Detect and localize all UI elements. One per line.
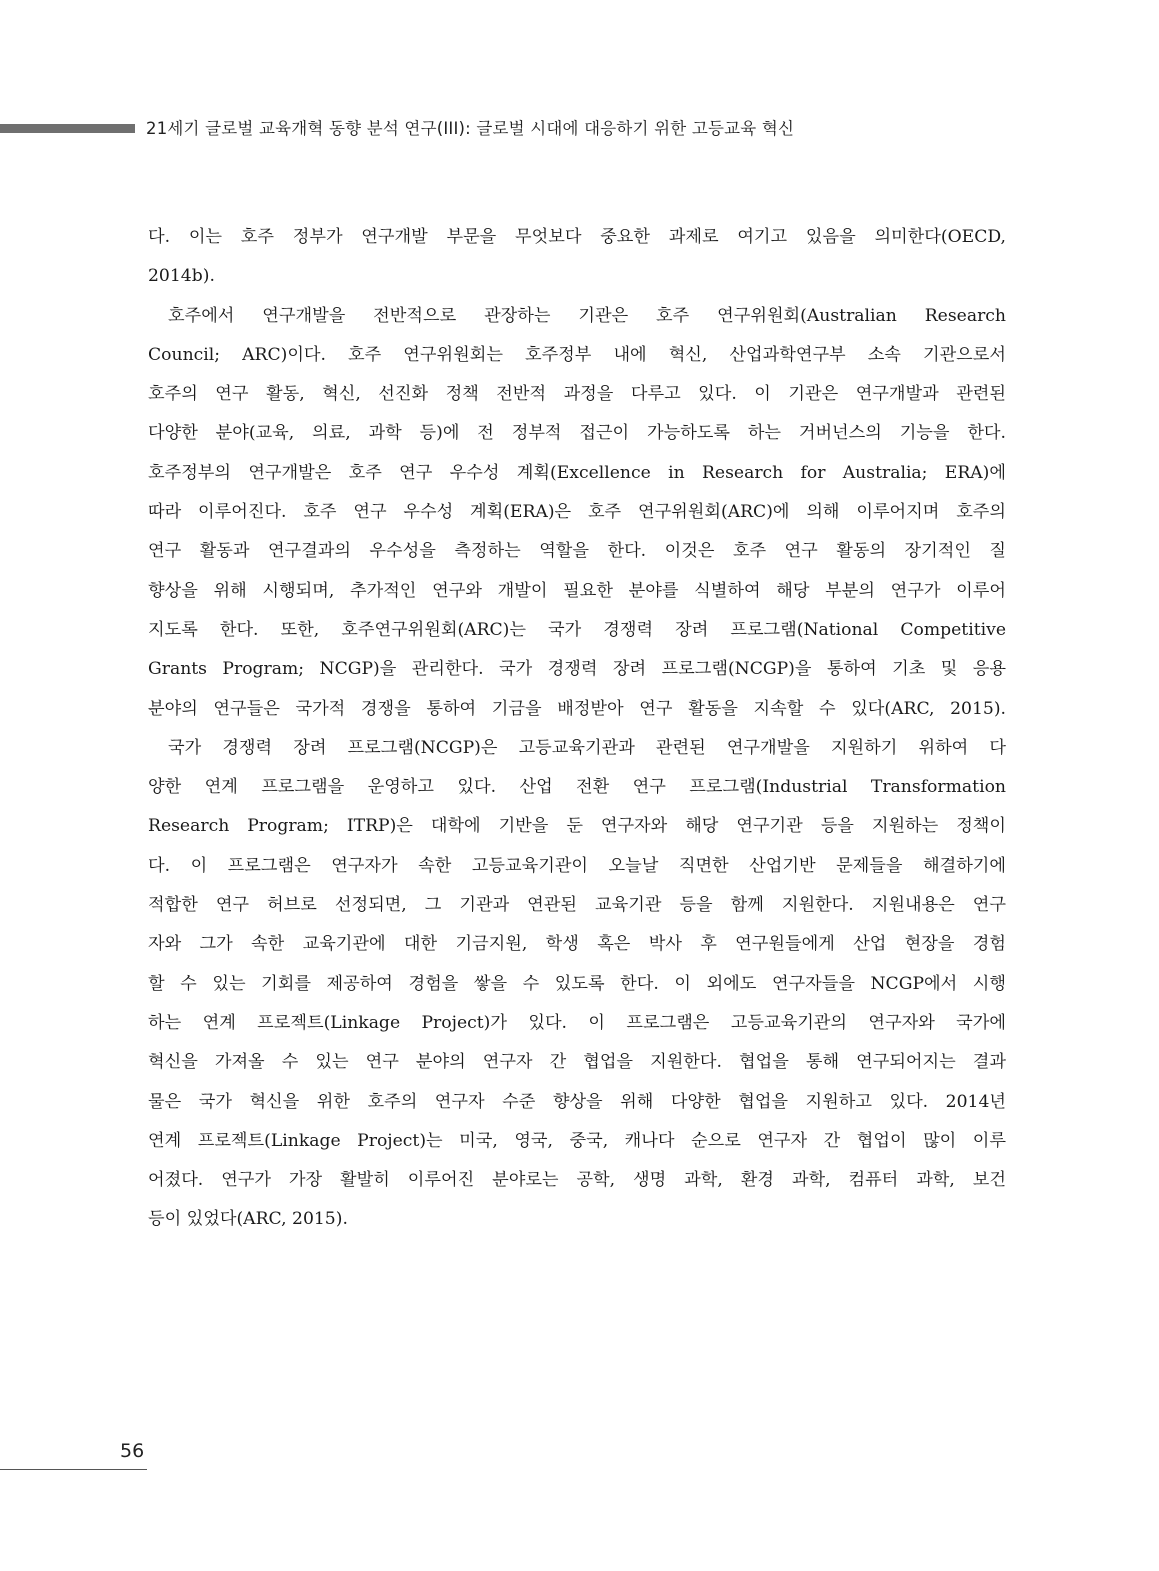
body-line: 다양한 분야(교육, 의료, 과학 등)에 전 정부적 접근이 가능하도록 하는 거버넌스의 기능을 한다. — [148, 423, 1006, 444]
body-line: 혁신을 가져올 수 있는 연구 분야의 연구자 간 협업을 지원한다. 협업을 통해 연구되어지는 결과 — [148, 1052, 1006, 1073]
body-line: Research Program; ITRP)은 대학에 기반을 둔 연구자와 해당 연구기관 등을 지원하는 정책이 — [148, 816, 1006, 837]
body-line: 따라 이루어진다. 호주 연구 우수성 계획(ERA)은 호주 연구위원회(ARC)에 의해 이루어지며 호주의 — [148, 502, 1006, 523]
body-line: 국가 경쟁력 장려 프로그램(NCGP)은 고등교육기관과 관련된 연구개발을 지원하기 위하여 다 — [168, 737, 1006, 758]
body-text — [148, 218, 1006, 1240]
body-line: Council; ARC)이다. 호주 연구위원회는 호주정부 내에 혁신, 산업과학연구부 소속 기관으로서 — [148, 344, 1006, 365]
body-line: 연구 활동과 연구결과의 우수성을 측정하는 역할을 한다. 이것은 호주 연구 활동의 장기적인 질 — [148, 541, 1006, 562]
body-line: 할 수 있는 기회를 제공하여 경험을 쌓을 수 있도록 한다. 이 외에도 연구자들을 NCGP에서 시행 — [148, 973, 1006, 994]
body-line: 적합한 연구 허브로 선정되면, 그 기관과 연관된 교육기관 등을 함께 지원한다. 지원내용은 연구 — [148, 895, 1006, 916]
body-line: 지도록 한다. 또한, 호주연구위원회(ARC)는 국가 경쟁력 장려 프로그램(National Competitive — [148, 619, 1006, 640]
header-accent-bar — [0, 124, 135, 133]
body-line: 자와 그가 속한 교육기관에 대한 기금지원, 학생 혹은 박사 후 연구원들에게 산업 현장을 경험 — [148, 934, 1006, 955]
page-number: 56 — [120, 1440, 145, 1462]
body-line: 분야의 연구들은 국가적 경쟁을 통하여 기금을 배정받아 연구 활동을 지속할 수 있다(ARC, 2015). — [148, 698, 1006, 719]
body-line: 2014b). — [148, 266, 215, 287]
body-line: 다. 이 프로그램은 연구자가 속한 고등교육기관이 오늘날 직면한 산업기반 문제들을 해결하기에 — [148, 855, 1006, 876]
body-line: 양한 연계 프로그램을 운영하고 있다. 산업 전환 연구 프로그램(Industrial Transformation — [148, 777, 1006, 798]
body-line: 호주의 연구 활동, 혁신, 선진화 정책 전반적 과정을 다루고 있다. 이 기관은 연구개발과 관련된 — [148, 384, 1006, 405]
body-line: 하는 연계 프로젝트(Linkage Project)가 있다. 이 프로그램은 고등교육기관의 연구자와 국가에 — [148, 1012, 1006, 1033]
body-line: 등이 있었다(ARC, 2015). — [148, 1209, 348, 1230]
body-line: 호주에서 연구개발을 전반적으로 관장하는 기관은 호주 연구위원회(Australian Research — [168, 305, 1006, 326]
body-line: 어졌다. 연구가 가장 활발히 이루어진 분야로는 공학, 생명 과학, 환경 과학, 컴퓨터 과학, 보건 — [148, 1170, 1006, 1191]
body-line: 향상을 위해 시행되며, 추가적인 연구와 개발이 필요한 분야를 식별하여 해당 부분의 연구가 이루어 — [148, 580, 1006, 601]
body-line: 호주정부의 연구개발은 호주 연구 우수성 계획(Excellence in Research for Australia; ERA)에 — [148, 462, 1006, 483]
body-line: 물은 국가 혁신을 위한 호주의 연구자 수준 향상을 위해 다양한 협업을 지원하고 있다. 2014년 — [148, 1091, 1006, 1112]
body-line: 연계 프로젝트(Linkage Project)는 미국, 영국, 중국, 캐나다 순으로 연구자 간 협업이 많이 이루 — [148, 1130, 1006, 1151]
footer-rule — [0, 1469, 147, 1470]
running-header-title: 21세기 글로벌 교육개혁 동향 분석 연구(III): 글로벌 시대에 대응하기 위한 고등교육 혁신 — [146, 119, 795, 138]
body-line: Grants Program; NCGP)을 관리한다. 국가 경쟁력 장려 프로그램(NCGP)을 통하여 기초 및 응용 — [148, 659, 1006, 680]
body-line: 다. 이는 호주 정부가 연구개발 부문을 무엇보다 중요한 과제로 여기고 있음을 의미한다(OECD, — [148, 227, 1006, 247]
